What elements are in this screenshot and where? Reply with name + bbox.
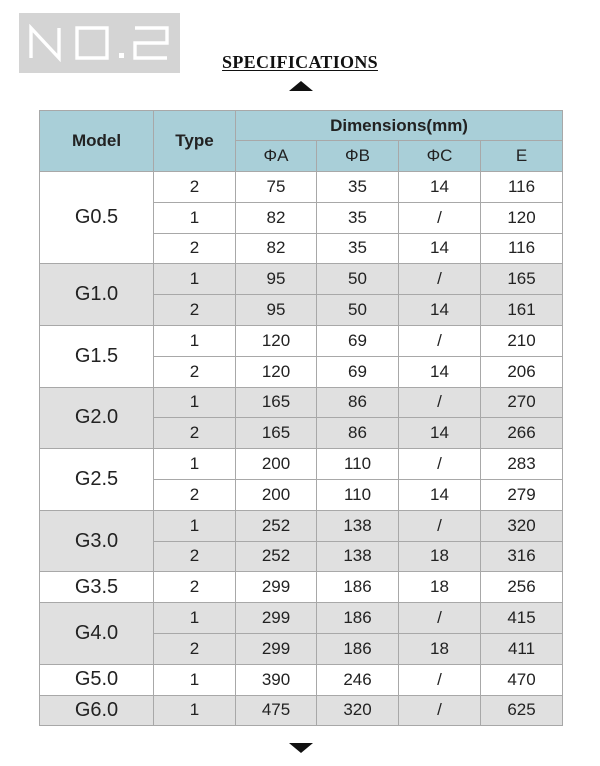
phi-b-cell: 86 (317, 418, 399, 449)
type-cell: 1 (154, 510, 236, 541)
model-cell: G5.0 (40, 664, 154, 695)
e-cell: 625 (481, 695, 563, 726)
specifications-table (39, 110, 563, 726)
model-cell: G0.5 (40, 172, 154, 264)
phi-c-cell: 14 (399, 418, 481, 449)
type-cell: 1 (154, 603, 236, 634)
e-cell: 206 (481, 356, 563, 387)
phi-a-cell: 252 (236, 541, 317, 572)
phi-c-cell: / (399, 664, 481, 695)
phi-b-cell: 69 (317, 356, 399, 387)
phi-a-cell: 299 (236, 572, 317, 603)
e-cell: 210 (481, 325, 563, 356)
phi-c-cell: 18 (399, 633, 481, 664)
page-title: SPECIFICATIONS (222, 52, 378, 72)
phi-b-cell: 86 (317, 387, 399, 418)
table-row (40, 664, 563, 695)
e-cell: 165 (481, 264, 563, 295)
e-cell: 270 (481, 387, 563, 418)
type-cell: 1 (154, 695, 236, 726)
phi-a-cell: 82 (236, 233, 317, 264)
type-cell: 2 (154, 572, 236, 603)
phi-c-cell: 14 (399, 356, 481, 387)
phi-c-cell: / (399, 325, 481, 356)
type-cell: 2 (154, 172, 236, 203)
phi-b-cell: 186 (317, 572, 399, 603)
phi-a-cell: 165 (236, 418, 317, 449)
model-cell: G4.0 (40, 603, 154, 665)
phi-b-cell: 69 (317, 325, 399, 356)
phi-a-cell: 165 (236, 387, 317, 418)
type-cell: 1 (154, 202, 236, 233)
model-cell: G3.0 (40, 510, 154, 572)
e-cell: 116 (481, 233, 563, 264)
phi-b-cell: 186 (317, 633, 399, 664)
phi-b-cell: 110 (317, 449, 399, 480)
phi-a-cell: 95 (236, 295, 317, 326)
e-cell: 161 (481, 295, 563, 326)
e-cell: 320 (481, 510, 563, 541)
type-cell: 2 (154, 233, 236, 264)
e-cell: 316 (481, 541, 563, 572)
e-cell: 470 (481, 664, 563, 695)
phi-c-cell: 14 (399, 233, 481, 264)
header-e: E (481, 141, 563, 172)
e-cell: 279 (481, 479, 563, 510)
phi-b-cell: 35 (317, 202, 399, 233)
phi-a-cell: 200 (236, 479, 317, 510)
model-cell: G3.5 (40, 572, 154, 603)
model-cell: G6.0 (40, 695, 154, 726)
table-row (40, 510, 563, 541)
header-model: Model (40, 111, 154, 172)
table-row (40, 172, 563, 203)
e-cell: 415 (481, 603, 563, 634)
table-body (40, 172, 563, 726)
phi-c-cell: 18 (399, 572, 481, 603)
triangle-up-icon (289, 81, 313, 91)
phi-c-cell: / (399, 510, 481, 541)
phi-c-cell: 14 (399, 295, 481, 326)
header-type: Type (154, 111, 236, 172)
table-row (40, 325, 563, 356)
phi-b-cell: 138 (317, 541, 399, 572)
phi-c-cell: / (399, 695, 481, 726)
phi-c-cell: / (399, 387, 481, 418)
type-cell: 2 (154, 541, 236, 572)
phi-a-cell: 120 (236, 325, 317, 356)
header-phi-b: ΦB (317, 141, 399, 172)
phi-b-cell: 50 (317, 264, 399, 295)
type-cell: 1 (154, 387, 236, 418)
phi-c-cell: / (399, 603, 481, 634)
table-row (40, 387, 563, 418)
header-phi-a: ΦA (236, 141, 317, 172)
header-dimensions: Dimensions(mm) (236, 111, 563, 141)
phi-b-cell: 186 (317, 603, 399, 634)
phi-c-cell: 18 (399, 541, 481, 572)
type-cell: 2 (154, 295, 236, 326)
model-cell: G1.0 (40, 264, 154, 326)
triangle-down-icon (289, 743, 313, 753)
phi-c-cell: 14 (399, 479, 481, 510)
model-cell: G2.5 (40, 449, 154, 511)
phi-a-cell: 475 (236, 695, 317, 726)
e-cell: 283 (481, 449, 563, 480)
phi-c-cell: / (399, 449, 481, 480)
phi-a-cell: 95 (236, 264, 317, 295)
phi-a-cell: 200 (236, 449, 317, 480)
phi-a-cell: 299 (236, 603, 317, 634)
phi-a-cell: 299 (236, 633, 317, 664)
phi-b-cell: 35 (317, 172, 399, 203)
e-cell: 116 (481, 172, 563, 203)
phi-a-cell: 120 (236, 356, 317, 387)
phi-a-cell: 82 (236, 202, 317, 233)
phi-a-cell: 75 (236, 172, 317, 203)
phi-b-cell: 246 (317, 664, 399, 695)
table-row (40, 264, 563, 295)
e-cell: 411 (481, 633, 563, 664)
type-cell: 2 (154, 479, 236, 510)
e-cell: 256 (481, 572, 563, 603)
phi-b-cell: 50 (317, 295, 399, 326)
type-cell: 1 (154, 264, 236, 295)
e-cell: 266 (481, 418, 563, 449)
phi-a-cell: 252 (236, 510, 317, 541)
phi-a-cell: 390 (236, 664, 317, 695)
phi-c-cell: 14 (399, 172, 481, 203)
header-phi-c: ΦC (399, 141, 481, 172)
type-cell: 2 (154, 418, 236, 449)
type-cell: 1 (154, 664, 236, 695)
type-cell: 1 (154, 325, 236, 356)
table-row (40, 449, 563, 480)
table-row (40, 572, 563, 603)
phi-c-cell: / (399, 202, 481, 233)
type-cell: 1 (154, 449, 236, 480)
phi-b-cell: 138 (317, 510, 399, 541)
table-row (40, 695, 563, 726)
model-cell: G2.0 (40, 387, 154, 449)
type-cell: 2 (154, 633, 236, 664)
phi-b-cell: 35 (317, 233, 399, 264)
phi-c-cell: / (399, 264, 481, 295)
phi-b-cell: 320 (317, 695, 399, 726)
type-cell: 2 (154, 356, 236, 387)
model-cell: G1.5 (40, 325, 154, 387)
e-cell: 120 (481, 202, 563, 233)
table-row (40, 603, 563, 634)
phi-b-cell: 110 (317, 479, 399, 510)
